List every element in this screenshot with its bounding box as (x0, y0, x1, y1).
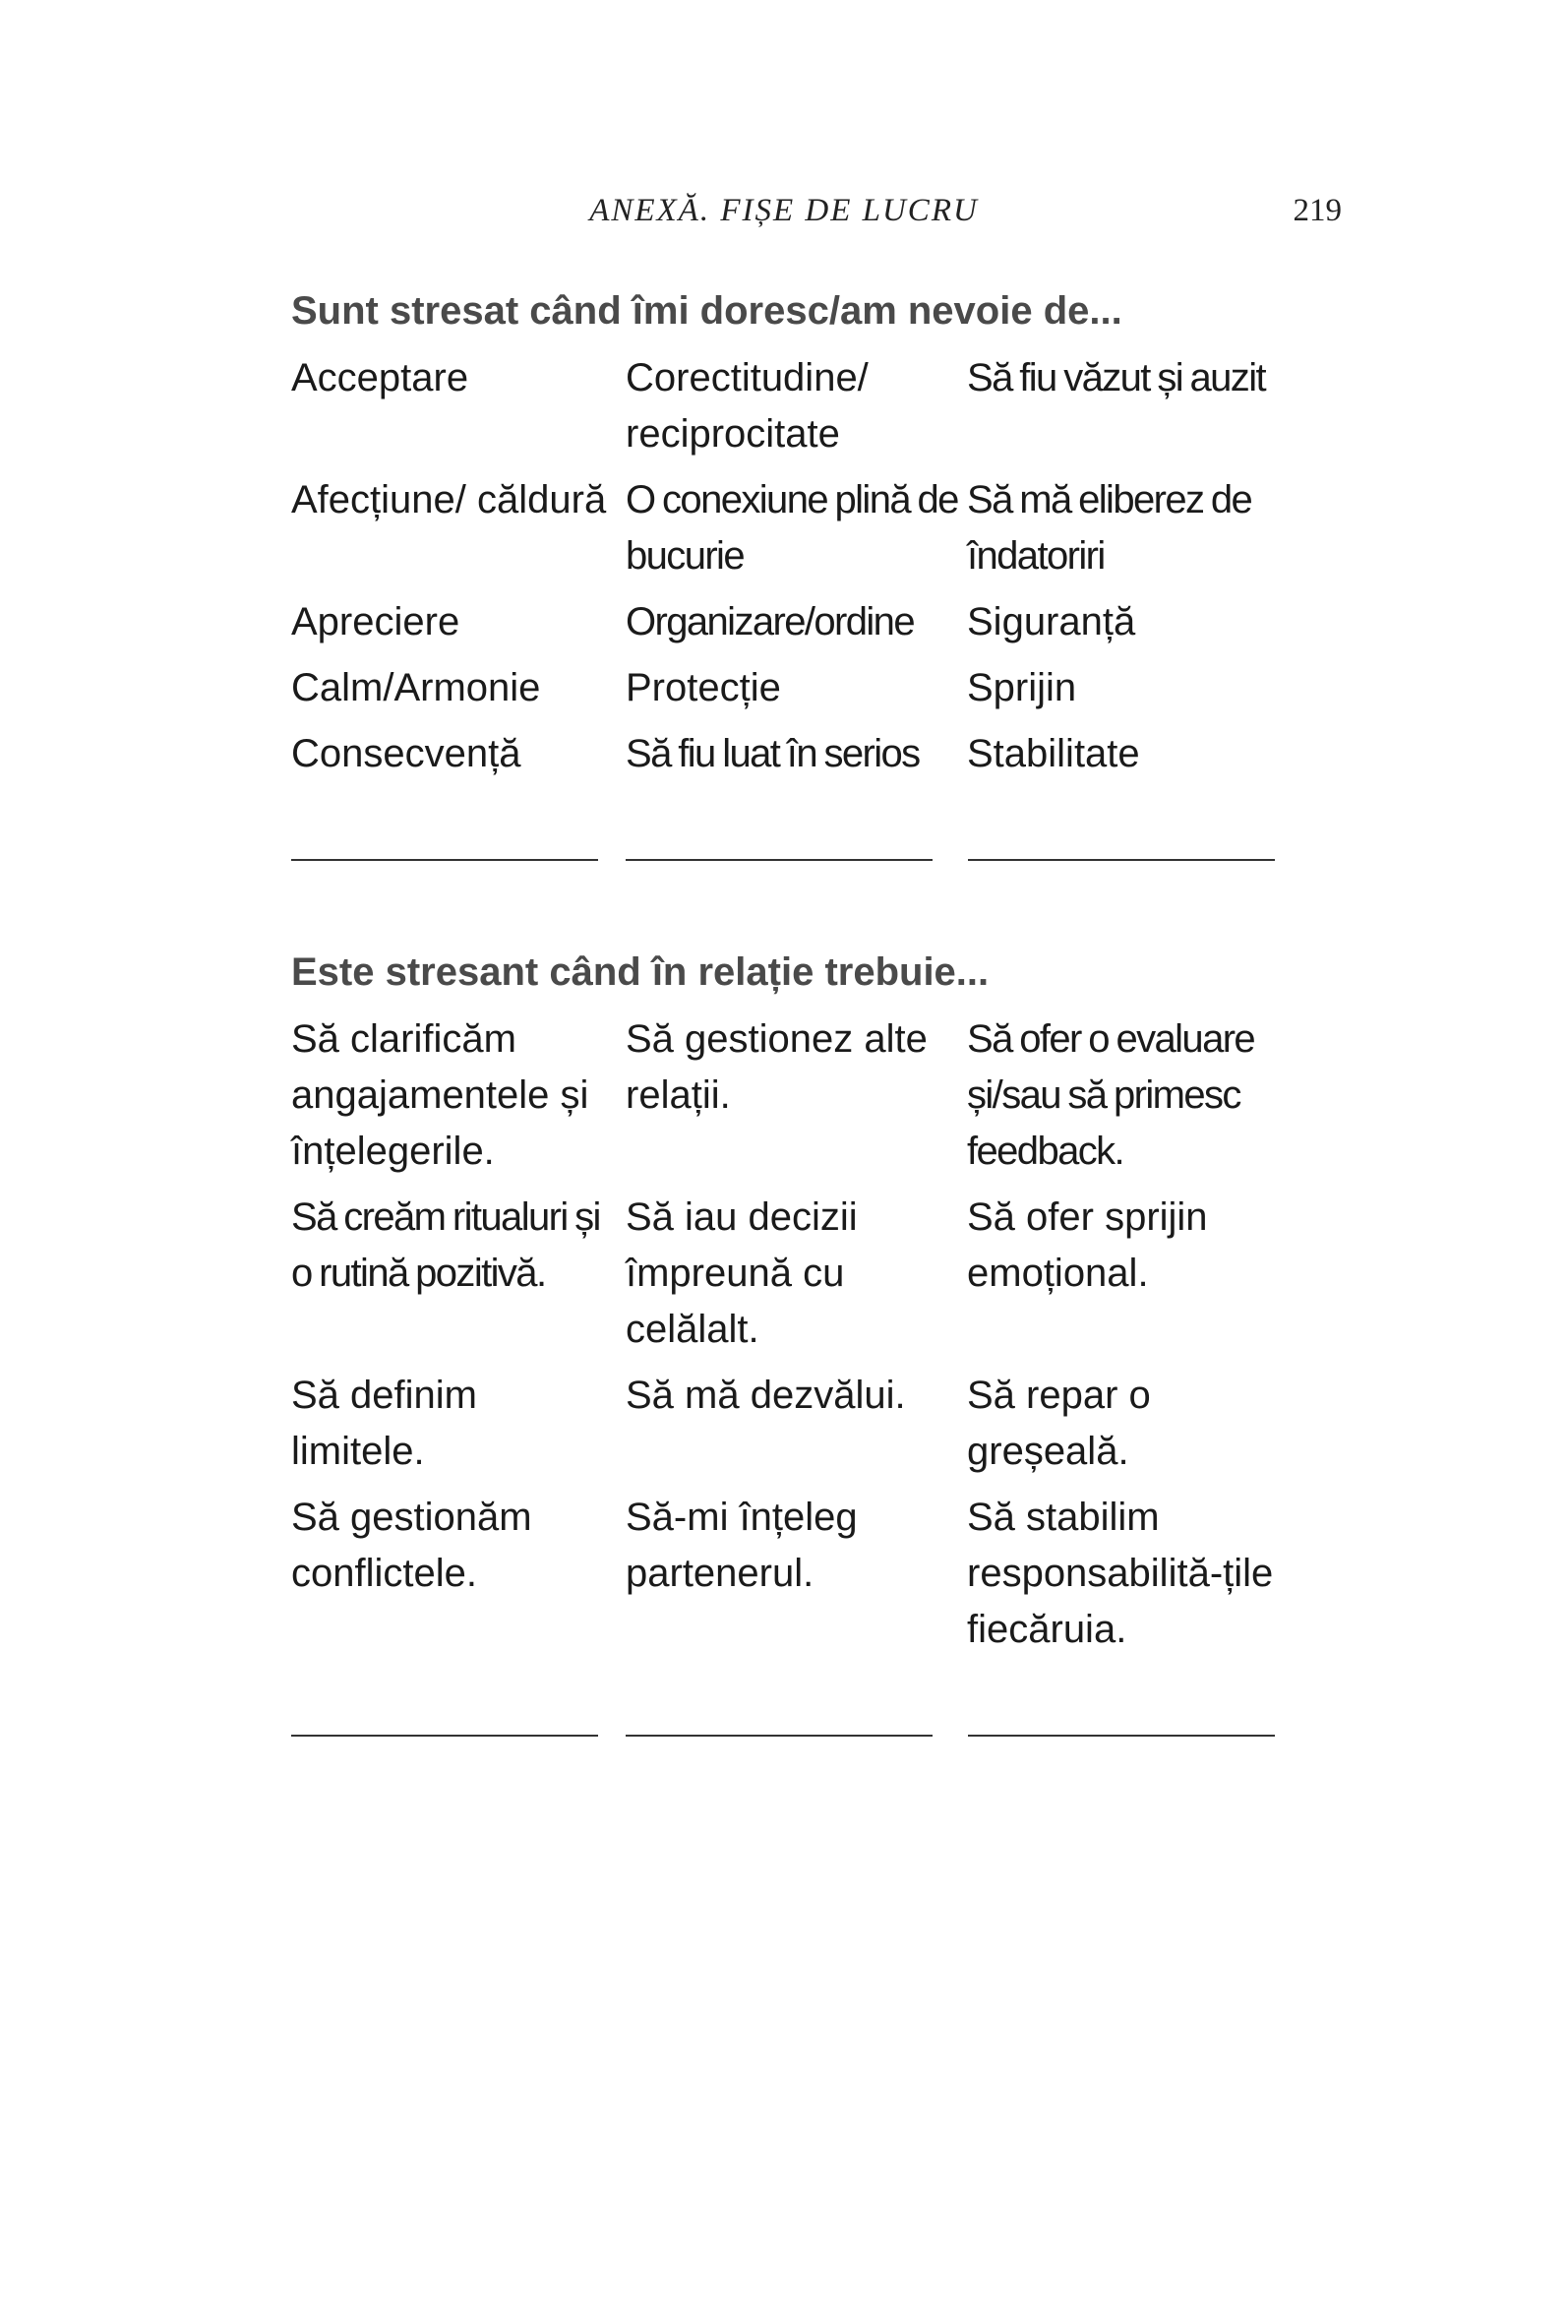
grid-cell: Afecțiune/ căldură (291, 478, 607, 521)
section-heading: Sunt stresat când îmi doresc/am nevoie de... (291, 289, 1122, 333)
grid-cell: Să mă eliberez de îndatoriri (967, 478, 1252, 578)
fill-in-line[interactable] (291, 859, 598, 861)
grid-cell: Apreciere (291, 600, 460, 643)
grid-cell: Siguranță (967, 600, 1136, 643)
grid-cell: O conexiune plină de bucurie (626, 478, 958, 578)
grid-cell: Să iau decizii împreună cu celălalt. (626, 1195, 858, 1351)
grid-cell: Organizare/ordine (626, 600, 914, 643)
fill-in-line[interactable] (626, 859, 933, 861)
grid-cell: Să clarificăm angajamentele și înțelegerile. (291, 1017, 589, 1173)
grid-cell: Protecție (626, 666, 781, 709)
grid-cell: Acceptare (291, 356, 469, 399)
grid-cell: Corectitudine/ reciprocitate (626, 356, 869, 456)
running-head (0, 193, 1568, 232)
page-number: 219 (1293, 193, 1342, 228)
grid-cell: Consecvență (291, 732, 521, 775)
fill-in-line[interactable] (968, 1735, 1275, 1737)
grid-cell: Să mă dezvălui. (626, 1374, 906, 1417)
fill-in-line[interactable] (968, 859, 1275, 861)
grid-cell: Să fiu luat în serios (626, 732, 920, 775)
grid-cell: Să-mi înțeleg partenerul. (626, 1496, 858, 1595)
needs-grid (291, 350, 1285, 782)
grid-cell: Să gestionăm conflictele. (291, 1496, 532, 1595)
grid-cell: Să creăm ritualuri și o rutină pozitivă. (291, 1195, 600, 1295)
grid-cell: Să gestionez alte relații. (626, 1017, 928, 1117)
grid-cell: Să repar o greșeală. (967, 1374, 1151, 1473)
grid-cell: Să stabilim responsabilită-țile fiecăruia. (967, 1496, 1274, 1651)
fill-in-line[interactable] (626, 1735, 933, 1737)
section-relationship-stressors (291, 945, 1285, 1737)
grid-cell: Să ofer o evaluare și/sau să primesc feedback. (967, 1017, 1255, 1173)
running-title: ANEXĂ. FIȘE DE LUCRU (589, 193, 979, 228)
grid-cell: Să fiu văzut și auzit (967, 356, 1266, 399)
grid-cell: Să definim limitele. (291, 1374, 477, 1473)
fill-in-lines (291, 1735, 1285, 1737)
fill-in-line[interactable] (291, 1735, 598, 1737)
grid-cell: Calm/Armonie (291, 666, 541, 709)
section-needs (291, 283, 1285, 861)
fill-in-lines (291, 859, 1285, 861)
grid-cell: Sprijin (967, 666, 1077, 709)
grid-cell: Stabilitate (967, 732, 1140, 775)
grid-cell: Să ofer sprijin emoțional. (967, 1195, 1208, 1295)
section-heading: Este stresant când în relație trebuie... (291, 950, 990, 994)
stressors-grid (291, 1011, 1285, 1658)
